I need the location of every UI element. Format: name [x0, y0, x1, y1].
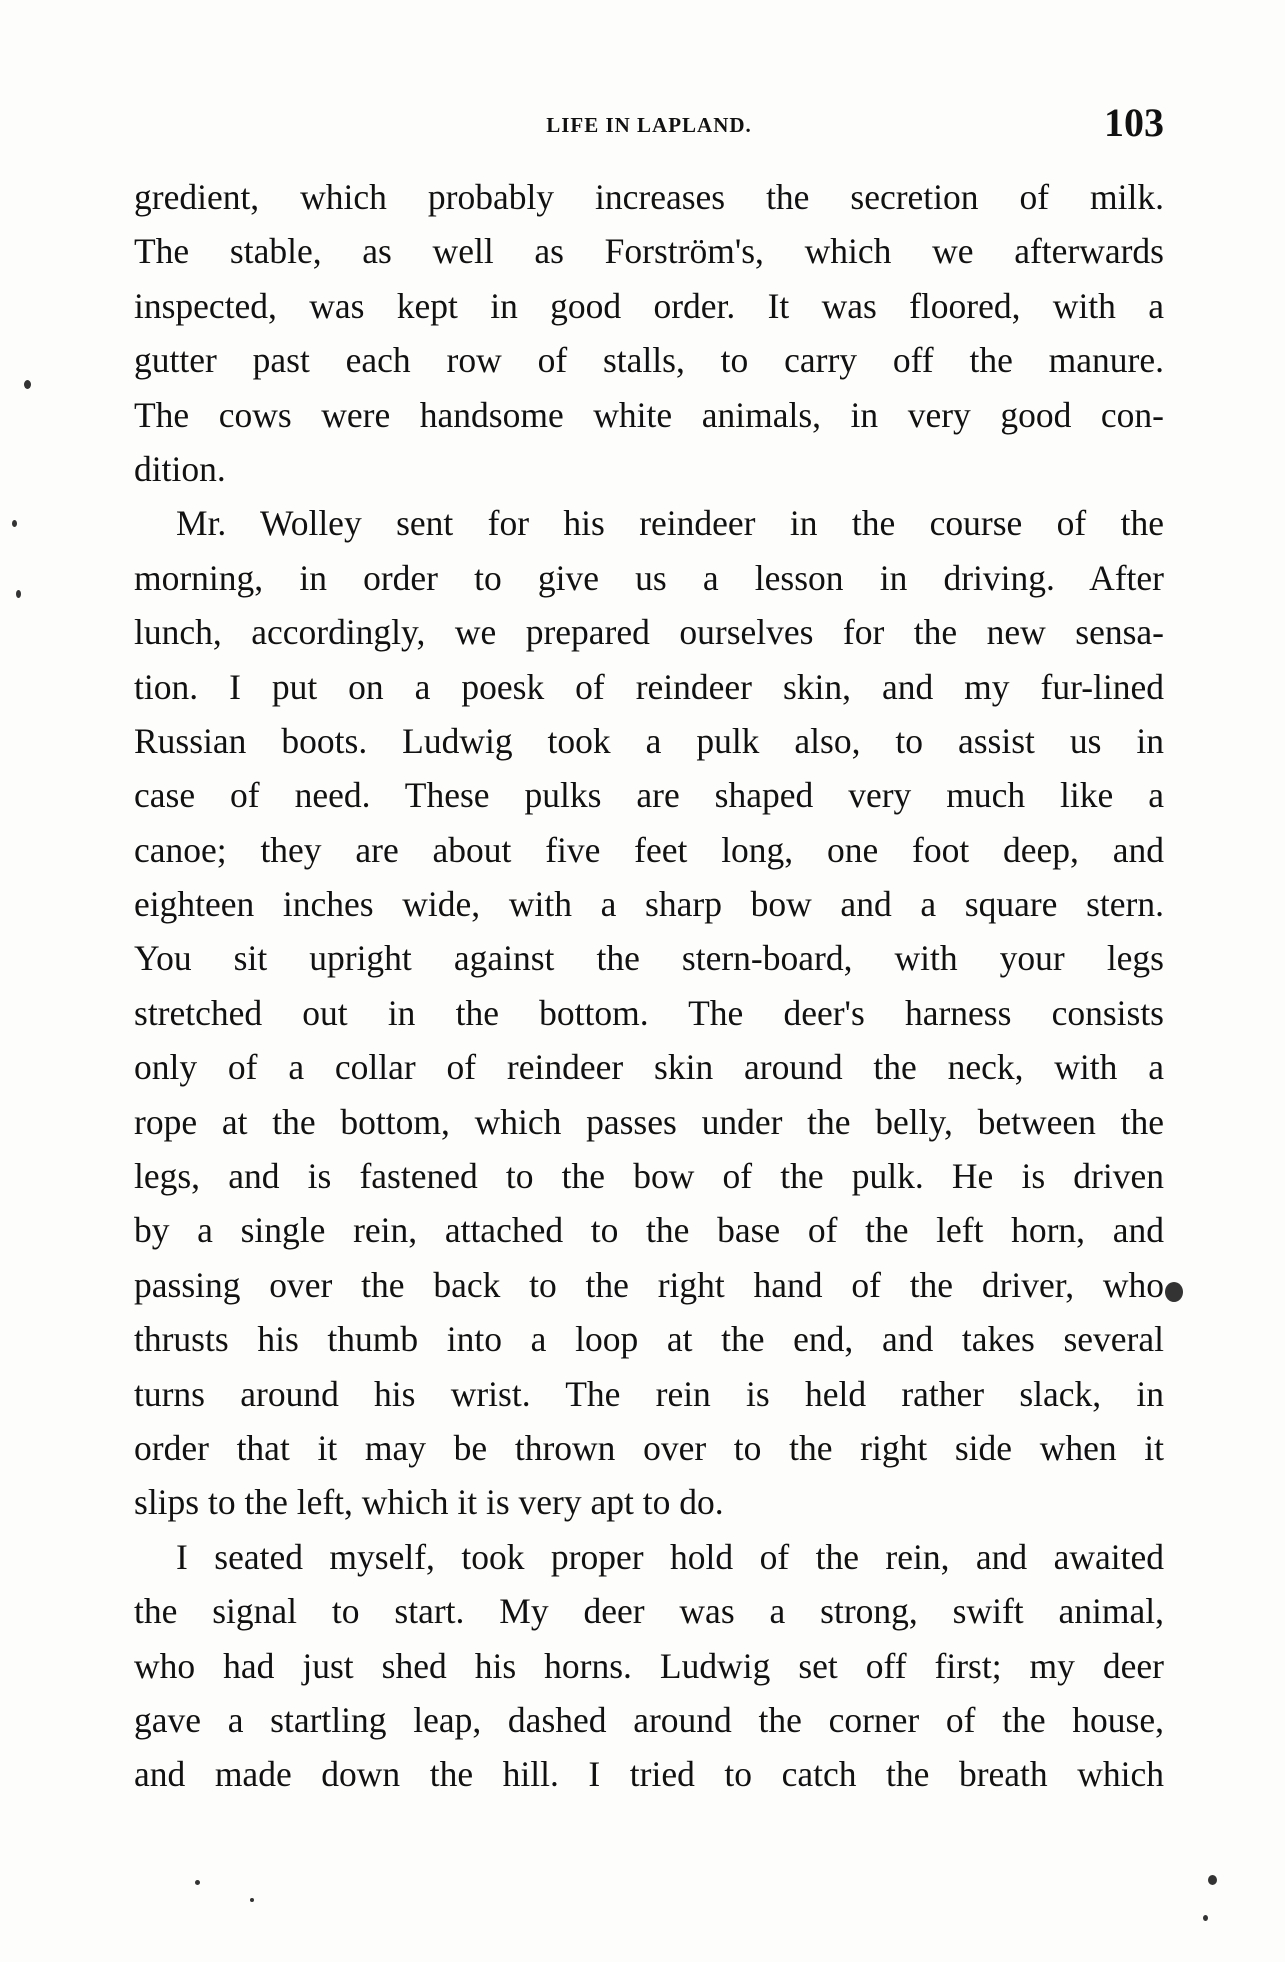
ink-speck	[1165, 1282, 1183, 1302]
ink-speck	[195, 1880, 200, 1885]
text-line: turns around his wrist. The rein is held rather slack, in	[134, 1373, 1164, 1414]
text-line: by a single rein, attached to the base of the left horn, and	[134, 1210, 1164, 1251]
text-line: inspected, was kept in good order. It was floored, with a	[134, 285, 1164, 326]
text-line: tion. I put on a poesk of reindeer skin, and my fur-lined	[134, 666, 1164, 707]
ink-speck	[12, 520, 17, 527]
text-line: and made down the hill. I tried to catch the breath which	[134, 1754, 1164, 1795]
ink-speck	[1203, 1915, 1208, 1921]
text-line: gutter past each row of stalls, to carry off the manure.	[134, 340, 1164, 381]
text-line: canoe; they are about five feet long, one foot deep, and	[134, 829, 1164, 870]
text-line: order that it may be thrown over to the right side when it	[134, 1427, 1164, 1468]
text-line: who had just shed his horns. Ludwig set off first; my deer	[134, 1645, 1164, 1686]
text-line: lunch, accordingly, we prepared ourselves for the new sensa-	[134, 612, 1164, 653]
ink-speck	[250, 1898, 254, 1902]
text-line: Russian boots. Ludwig took a pulk also, to assist us in	[134, 720, 1164, 761]
page-number: 103	[1104, 100, 1164, 145]
ink-speck	[16, 590, 21, 598]
text-line: rope at the bottom, which passes under the belly, between the	[134, 1101, 1164, 1142]
text-line: slips to the left, which it is very apt to do.	[134, 1482, 724, 1523]
text-line: morning, in order to give us a lesson in driving. After	[134, 557, 1164, 598]
paragraph	[134, 1530, 1164, 1802]
text-line: only of a collar of reindeer skin around the neck, with a	[134, 1047, 1164, 1088]
text-line: thrusts his thumb into a loop at the end, and takes several	[134, 1319, 1164, 1360]
ink-speck	[1208, 1875, 1217, 1885]
text-line: eighteen inches wide, with a sharp bow and a square stern.	[134, 884, 1164, 925]
text-line: The stable, as well as Forström's, which we afterwards	[134, 231, 1164, 272]
page-header	[134, 100, 1164, 153]
text-line: legs, and is fastened to the bow of the pulk. He is driven	[134, 1156, 1164, 1197]
text-line: passing over the back to the right hand of the driver, who	[134, 1264, 1164, 1305]
body-text	[134, 170, 1164, 1802]
text-line: gave a startling leap, dashed around the corner of the house,	[134, 1699, 1164, 1740]
text-line: Mr. Wolley sent for his reindeer in the course of the	[176, 503, 1164, 544]
text-line: The cows were handsome white animals, in very good con-	[134, 394, 1164, 435]
text-line: dition.	[134, 448, 226, 489]
text-line: the signal to start. My deer was a strong, swift animal,	[134, 1591, 1164, 1632]
paragraph	[134, 496, 1164, 1529]
running-title: LIFE IN LAPLAND.	[546, 113, 752, 137]
paragraph	[134, 170, 1164, 496]
text-line: gredient, which probably increases the secretion of milk.	[134, 177, 1164, 217]
ink-speck	[24, 380, 31, 389]
text-line: You sit upright against the stern-board, with your legs	[134, 938, 1164, 979]
text-line: I seated myself, took proper hold of the rein, and awaited	[176, 1536, 1164, 1577]
text-line: stretched out in the bottom. The deer's harness consists	[134, 992, 1164, 1033]
text-line: case of need. These pulks are shaped very much like a	[134, 775, 1164, 816]
